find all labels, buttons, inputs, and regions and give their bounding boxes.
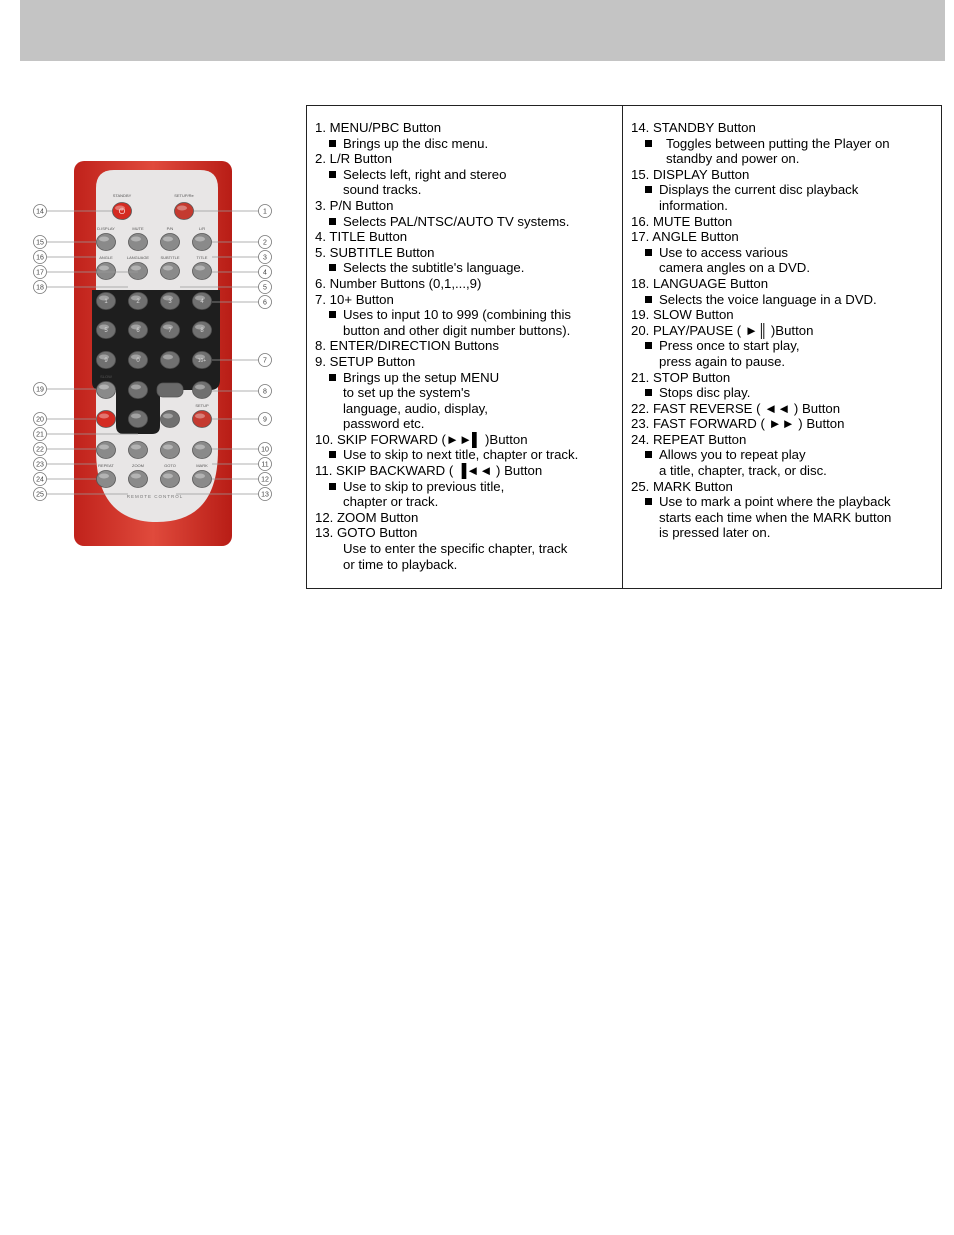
item-title: 18. LANGUAGE Button [631,275,769,291]
bullet-icon [329,171,336,178]
item-description [315,401,622,417]
remote-button[interactable] [161,234,180,251]
bullet-icon [645,249,652,256]
item-title: 10. SKIP FORWARD (►►▌ )Button [315,431,528,447]
remote-button-label: SUBTITLE [160,255,180,260]
remote-button-label: MUTE [132,226,144,231]
number-label: 2 [136,299,140,305]
item-description [315,370,622,386]
stop-button[interactable] [129,411,148,428]
remote-button[interactable] [97,471,116,488]
number-label: 5 [104,328,108,334]
number-label: 7 [168,328,172,334]
bullet-icon [645,451,652,458]
svg-text:15: 15 [36,239,44,247]
item-description [315,136,622,152]
item-description [631,245,941,261]
description-text: Uses to input 10 to 999 (combining this [343,307,571,323]
description-text: standby and power on. [666,151,800,167]
item-description [315,182,622,198]
remote-button-label: ZOOM [132,463,144,468]
ten-plus-label: 10+ [197,358,207,364]
item-title: 23. FAST FORWARD ( ►► ) Button [631,416,845,432]
bullet-icon [645,389,652,396]
description-text: Selects the voice language in a DVD. [659,291,877,307]
svg-text:4: 4 [263,269,267,277]
item-description [631,354,941,370]
item-title: 21. STOP Button [631,369,731,385]
slow-button[interactable] [97,382,116,399]
item-description [631,151,941,167]
svg-text:25: 25 [36,491,44,499]
remote-button-label: TITLE [196,255,208,260]
item-description [631,463,941,479]
description-text: Use to enter the specific chapter, track [343,541,568,557]
remote-button-label: REPEAT [98,463,114,468]
remote-button-label: ANGLE [99,255,113,260]
bullet-icon [329,264,336,271]
header-bar [20,0,945,61]
item-title: 11. SKIP BACKWARD ( ▐◄◄ ) Button [315,463,543,479]
description-text: Press once to start play, [659,338,800,354]
svg-text:23: 23 [36,461,44,469]
item-description [631,525,941,541]
setup-re-button[interactable] [175,203,194,220]
description-text: Stops disc play. [659,385,751,401]
description-text: password etc. [343,416,425,432]
item-description [631,385,941,401]
left-button[interactable] [129,382,148,399]
remote-button[interactable] [129,263,148,280]
remote-button[interactable] [129,471,148,488]
number-label: 3 [168,299,172,305]
item-description [631,182,941,198]
description-text: to set up the system's [343,385,471,401]
item-title: 17. ANGLE Button [631,229,739,245]
remote-button-label: SETUP [195,403,209,408]
bullet-icon [329,451,336,458]
item-title: 15. DISPLAY Button [631,166,750,182]
svg-text:9: 9 [263,416,267,424]
number-label: 9 [104,358,108,364]
remote-button-label: P/N [166,226,174,231]
remote-button-label: STANDBY [112,193,132,198]
enter-button[interactable] [157,383,183,397]
item-title: 4. TITLE Button [315,229,408,245]
bullet-icon [645,342,652,349]
svg-text:7: 7 [263,357,267,365]
number-label: 8 [200,328,204,334]
description-text: is pressed later on. [659,525,771,541]
description-text: camera angles on a DVD. [659,260,810,276]
svg-text:13: 13 [261,491,269,499]
item-description [631,338,941,354]
item-title: 9. SETUP Button [315,353,416,369]
item-description [315,260,622,276]
description-text: Selects the subtitle's language. [343,260,525,276]
description-text: starts each time when the MARK button [659,509,892,525]
remote-button[interactable] [129,234,148,251]
remote-button-label: SLOW [100,374,112,379]
description-text: Use to skip to next title, chapter or track. [343,447,579,463]
item-description [631,136,941,152]
svg-text:24: 24 [36,476,44,484]
item-description [631,494,941,510]
svg-text:20: 20 [36,416,44,424]
item-description [315,307,622,323]
item-title: 5. SUBTITLE Button [315,244,435,260]
svg-text:3: 3 [263,254,267,262]
svg-text:22: 22 [36,446,44,454]
number-label: 0 [136,358,140,364]
bullet-icon [329,374,336,381]
item-title: 3. P/N Button [315,197,394,213]
setup-button[interactable] [193,411,212,428]
button-description-table [306,105,942,589]
transport-button[interactable] [97,442,116,459]
remote-brand-label: REMOTE CONTROL [126,494,184,499]
svg-text:6: 6 [263,299,267,307]
remote-button[interactable] [193,263,212,280]
remote-button[interactable] [193,234,212,251]
item-description [315,479,622,495]
remote-button-label: GOTO [164,463,176,468]
item-description [315,214,622,230]
description-text: Use to skip to previous title, [343,478,505,494]
item-title: 22. FAST REVERSE ( ◄◄ ) Button [631,400,841,416]
remote-button[interactable] [97,263,116,280]
description-text: Use to mark a point where the playback [659,494,891,510]
number-label: 4 [200,299,204,305]
description-text: Toggles between putting the Player on [666,135,890,151]
svg-text:19: 19 [36,386,44,394]
svg-text:8: 8 [263,388,267,396]
description-text: Selects PAL/NTSC/AUTO TV systems. [343,213,570,229]
transport-button[interactable] [161,442,180,459]
svg-text:5: 5 [263,284,267,292]
item-title: 1. MENU/PBC Button [315,120,442,135]
item-description [315,494,622,510]
item-title: 12. ZOOM Button [315,509,419,525]
item-description [631,510,941,526]
bullet-icon [329,311,336,318]
item-description [315,167,622,183]
description-text: button and other digit number buttons). [343,322,571,338]
svg-text:2: 2 [263,239,267,247]
description-text: Use to access various [659,244,788,260]
item-title: 2. L/R Button [315,151,392,167]
remote-button[interactable] [161,471,180,488]
bullet-icon [329,140,336,147]
number-label: 6 [136,328,140,334]
svg-text:1: 1 [263,208,267,216]
remote-button[interactable] [161,263,180,280]
bullet-icon [645,186,652,193]
description-text: press again to pause. [659,353,786,369]
svg-text:14: 14 [36,208,44,216]
item-title: 20. PLAY/PAUSE ( ►║ )Button [631,322,814,338]
svg-text:11: 11 [261,461,269,469]
item-description [631,447,941,463]
description-text: sound tracks. [343,182,422,198]
svg-text:17: 17 [36,269,44,277]
description-text: or time to playback. [343,556,458,572]
svg-text:18: 18 [36,284,44,292]
item-title: 25. MARK Button [631,478,733,494]
item-description [315,541,622,557]
description-text: chapter or track. [343,494,439,510]
remote-control-illustration [0,150,300,560]
item-title: 14. STANDBY Button [631,120,756,135]
description-text: Allows you to repeat play [659,447,806,463]
item-description [315,385,622,401]
item-title: 7. 10+ Button [315,291,394,307]
svg-text:21: 21 [36,431,44,439]
item-description [315,557,622,573]
item-description [631,198,941,214]
bullet-icon [645,296,652,303]
remote-button[interactable] [97,234,116,251]
item-description [315,323,622,339]
item-title: 19. SLOW Button [631,307,734,323]
description-column-left [307,106,623,588]
down-button[interactable] [161,411,180,428]
description-text: Brings up the disc menu. [343,135,489,151]
transport-button[interactable] [129,442,148,459]
description-text: Brings up the setup MENU [343,369,500,385]
description-text: Displays the current disc playback [659,182,859,198]
description-text: information. [659,197,728,213]
remote-button[interactable] [193,471,212,488]
item-description [315,447,622,463]
bullet-icon [329,483,336,490]
remote-button-label: LANGUAGE [126,255,150,260]
description-text: Selects left, right and stereo [343,166,507,182]
transport-button[interactable] [193,442,212,459]
item-description [631,260,941,276]
play-pause-button[interactable] [97,411,116,428]
right-button[interactable] [193,382,212,399]
power-icon: ⏻ [118,207,126,216]
bullet-icon [645,140,652,147]
item-description [631,292,941,308]
bullet-icon [645,498,652,505]
item-title: 24. REPEAT Button [631,431,747,447]
remote-svg [0,150,300,560]
svg-text:12: 12 [261,476,269,484]
item-title: 13. GOTO Button [315,525,418,541]
remote-button-label: D.ISPLAY [97,226,115,231]
svg-text:16: 16 [36,254,44,262]
item-title: 16. MUTE Button [631,213,733,229]
svg-text:10: 10 [261,446,269,454]
description-text: language, audio, display, [343,400,488,416]
item-description [315,416,622,432]
bullet-icon [329,218,336,225]
remote-button-label: MARK [196,463,208,468]
description-text: a title, chapter, track, or disc. [659,463,827,479]
remote-button-label: L/R [198,226,206,231]
item-title: 6. Number Buttons (0,1,...,9) [315,275,482,291]
number-label: 1 [104,299,108,305]
item-title: 8. ENTER/DIRECTION Buttons [315,338,499,354]
up-button[interactable] [161,352,180,369]
remote-button-label: SETUP/Re [174,193,194,198]
description-column-right [623,106,941,588]
